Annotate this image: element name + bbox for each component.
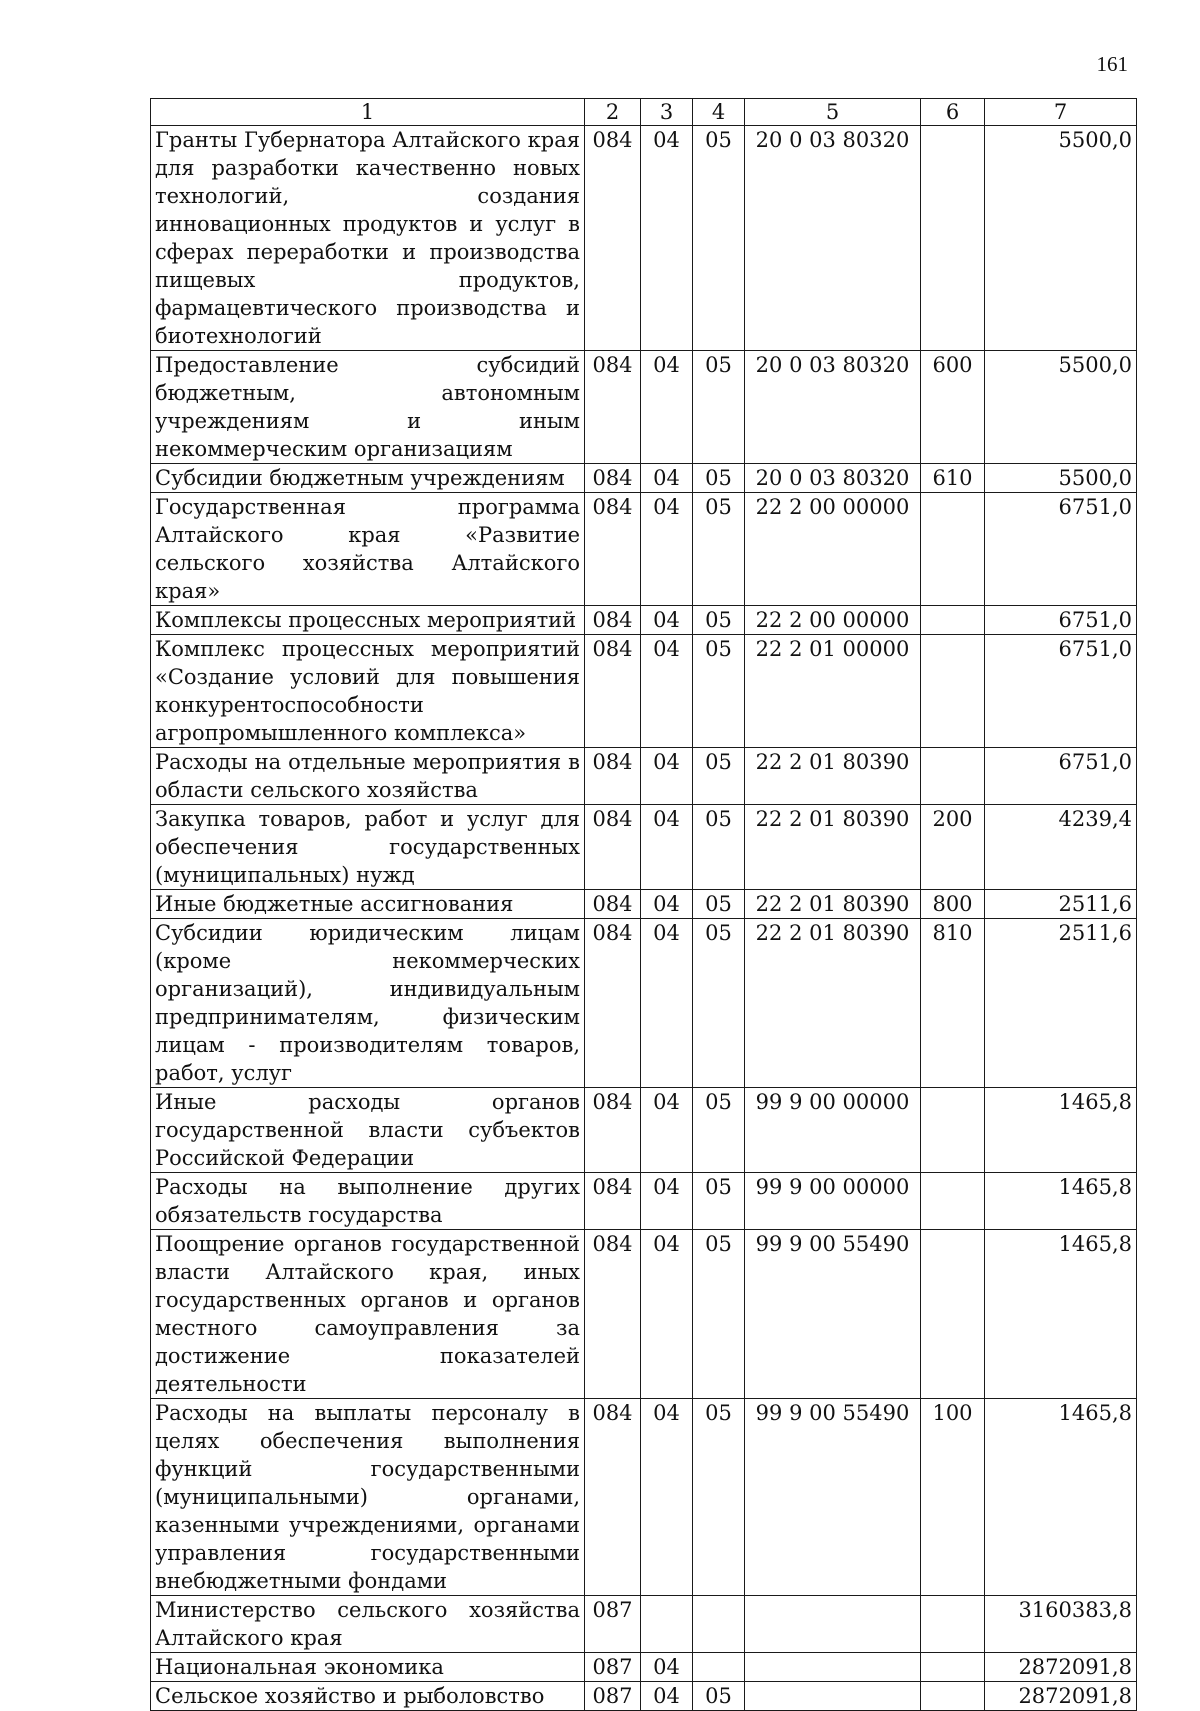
row-ministry-code-cell: 084 (585, 1088, 641, 1173)
page-number: 161 (1096, 52, 1128, 76)
row-ministry-code-cell: 084 (585, 464, 641, 493)
row-amount-cell: 5500,0 (985, 126, 1137, 351)
row-ministry-code-cell: 087 (585, 1682, 641, 1711)
table-row (151, 351, 1137, 464)
row-expense-type-cell (921, 1230, 985, 1399)
row-ministry-code-cell: 084 (585, 1399, 641, 1596)
row-expense-type-cell: 800 (921, 890, 985, 919)
row-section-code-cell: 04 (641, 464, 693, 493)
row-section-code-cell: 04 (641, 805, 693, 890)
row-ministry-code-cell: 084 (585, 635, 641, 748)
row-expense-type-cell (921, 1173, 985, 1230)
row-name-cell: Иные расходы органов государственной власти субъектов Российской Федерации (151, 1088, 585, 1173)
row-ministry-code-cell: 084 (585, 606, 641, 635)
row-name-cell: Расходы на отдельные мероприятия в области сельского хозяйства (151, 748, 585, 805)
table-row (151, 1682, 1137, 1711)
row-subsection-code-cell: 05 (693, 493, 745, 606)
row-ministry-code-cell: 084 (585, 890, 641, 919)
row-subsection-code-cell: 05 (693, 805, 745, 890)
table-row (151, 890, 1137, 919)
row-ministry-code-cell: 084 (585, 805, 641, 890)
row-target-article-cell: 20 0 03 80320 (745, 126, 921, 351)
row-name-cell: Расходы на выплаты персоналу в целях обеспечения выполнения функций государственными (муниципальными) органами, казенными учреждениями, органами управления государственными внебюджетными фондами (151, 1399, 585, 1596)
row-subsection-code-cell: 05 (693, 1173, 745, 1230)
row-target-article-cell: 99 9 00 55490 (745, 1230, 921, 1399)
row-expense-type-cell (921, 748, 985, 805)
header-col-7: 7 (985, 99, 1137, 126)
table-row (151, 1399, 1137, 1596)
row-ministry-code-cell: 084 (585, 351, 641, 464)
header-col-5: 5 (745, 99, 921, 126)
row-name-cell: Комплекс процессных мероприятий «Создание условий для повышения конкурентоспособности агропромышленного комплекса» (151, 635, 585, 748)
row-amount-cell: 1465,8 (985, 1399, 1137, 1596)
row-name-cell: Предоставление субсидий бюджетным, автономным учреждениям и иным некоммерческим организациям (151, 351, 585, 464)
row-target-article-cell: 22 2 01 80390 (745, 890, 921, 919)
row-name-cell: Комплексы процессных мероприятий (151, 606, 585, 635)
row-expense-type-cell (921, 635, 985, 748)
row-ministry-code-cell: 084 (585, 493, 641, 606)
row-target-article-cell: 99 9 00 00000 (745, 1088, 921, 1173)
table-header (151, 99, 1137, 126)
row-section-code-cell: 04 (641, 748, 693, 805)
row-name-cell: Субсидии бюджетным учреждениям (151, 464, 585, 493)
row-subsection-code-cell: 05 (693, 126, 745, 351)
row-subsection-code-cell: 05 (693, 464, 745, 493)
header-row (151, 99, 1137, 126)
row-name-cell: Сельское хозяйство и рыболовство (151, 1682, 585, 1711)
budget-table (150, 98, 1137, 1711)
row-subsection-code-cell: 05 (693, 635, 745, 748)
row-expense-type-cell (921, 493, 985, 606)
row-subsection-code-cell: 05 (693, 890, 745, 919)
row-expense-type-cell (921, 606, 985, 635)
row-subsection-code-cell: 05 (693, 919, 745, 1088)
row-section-code-cell: 04 (641, 126, 693, 351)
table-row (151, 126, 1137, 351)
row-section-code-cell: 04 (641, 1230, 693, 1399)
row-section-code-cell: 04 (641, 635, 693, 748)
row-target-article-cell: 20 0 03 80320 (745, 351, 921, 464)
row-amount-cell: 5500,0 (985, 464, 1137, 493)
row-name-cell: Государственная программа Алтайского края «Развитие сельского хозяйства Алтайского края» (151, 493, 585, 606)
row-amount-cell: 6751,0 (985, 493, 1137, 606)
row-target-article-cell: 22 2 00 00000 (745, 493, 921, 606)
row-name-cell: Закупка товаров, работ и услуг для обеспечения государственных (муниципальных) нужд (151, 805, 585, 890)
table-row (151, 493, 1137, 606)
row-target-article-cell: 22 2 01 00000 (745, 635, 921, 748)
row-section-code-cell: 04 (641, 1399, 693, 1596)
row-section-code-cell: 04 (641, 1088, 693, 1173)
row-target-article-cell (745, 1653, 921, 1682)
row-subsection-code-cell: 05 (693, 748, 745, 805)
row-subsection-code-cell (693, 1596, 745, 1653)
row-amount-cell: 1465,8 (985, 1230, 1137, 1399)
row-name-cell: Расходы на выполнение других обязательств государства (151, 1173, 585, 1230)
table-row (151, 919, 1137, 1088)
row-name-cell: Иные бюджетные ассигнования (151, 890, 585, 919)
row-target-article-cell: 99 9 00 00000 (745, 1173, 921, 1230)
row-ministry-code-cell: 084 (585, 1230, 641, 1399)
row-expense-type-cell: 600 (921, 351, 985, 464)
row-amount-cell: 6751,0 (985, 635, 1137, 748)
table-row (151, 1173, 1137, 1230)
row-expense-type-cell (921, 1088, 985, 1173)
row-expense-type-cell: 810 (921, 919, 985, 1088)
row-expense-type-cell (921, 1653, 985, 1682)
row-target-article-cell: 22 2 00 00000 (745, 606, 921, 635)
row-ministry-code-cell: 084 (585, 748, 641, 805)
row-name-cell: Субсидии юридическим лицам (кроме некоммерческих организаций), индивидуальным предпринимателям, физическим лицам - производителям товаров, работ, услуг (151, 919, 585, 1088)
row-target-article-cell (745, 1682, 921, 1711)
row-subsection-code-cell: 05 (693, 1399, 745, 1596)
row-amount-cell: 5500,0 (985, 351, 1137, 464)
row-subsection-code-cell: 05 (693, 351, 745, 464)
row-expense-type-cell: 610 (921, 464, 985, 493)
row-name-cell: Министерство сельского хозяйства Алтайского края (151, 1596, 585, 1653)
row-target-article-cell: 99 9 00 55490 (745, 1399, 921, 1596)
table-row (151, 1596, 1137, 1653)
row-target-article-cell: 22 2 01 80390 (745, 919, 921, 1088)
header-col-1: 1 (151, 99, 585, 126)
row-subsection-code-cell: 05 (693, 1230, 745, 1399)
row-amount-cell: 1465,8 (985, 1173, 1137, 1230)
row-target-article-cell (745, 1596, 921, 1653)
table-row (151, 805, 1137, 890)
row-expense-type-cell (921, 126, 985, 351)
row-amount-cell: 1465,8 (985, 1088, 1137, 1173)
table-row (151, 1653, 1137, 1682)
table-row (151, 635, 1137, 748)
row-amount-cell: 3160383,8 (985, 1596, 1137, 1653)
row-section-code-cell: 04 (641, 1682, 693, 1711)
row-ministry-code-cell: 084 (585, 126, 641, 351)
row-name-cell: Национальная экономика (151, 1653, 585, 1682)
row-subsection-code-cell: 05 (693, 1088, 745, 1173)
row-subsection-code-cell: 05 (693, 1682, 745, 1711)
row-ministry-code-cell: 084 (585, 1173, 641, 1230)
table-row (151, 1230, 1137, 1399)
row-section-code-cell: 04 (641, 606, 693, 635)
row-ministry-code-cell: 084 (585, 919, 641, 1088)
row-amount-cell: 2511,6 (985, 890, 1137, 919)
row-section-code-cell: 04 (641, 493, 693, 606)
row-target-article-cell: 22 2 01 80390 (745, 805, 921, 890)
row-target-article-cell: 20 0 03 80320 (745, 464, 921, 493)
row-section-code-cell (641, 1596, 693, 1653)
row-expense-type-cell (921, 1596, 985, 1653)
header-col-6: 6 (921, 99, 985, 126)
row-expense-type-cell (921, 1682, 985, 1711)
row-amount-cell: 4239,4 (985, 805, 1137, 890)
header-col-4: 4 (693, 99, 745, 126)
row-amount-cell: 6751,0 (985, 748, 1137, 805)
table-row (151, 606, 1137, 635)
header-col-3: 3 (641, 99, 693, 126)
row-section-code-cell: 04 (641, 351, 693, 464)
row-amount-cell: 6751,0 (985, 606, 1137, 635)
table-body (151, 126, 1137, 1711)
row-expense-type-cell: 200 (921, 805, 985, 890)
row-ministry-code-cell: 087 (585, 1596, 641, 1653)
row-name-cell: Поощрение органов государственной власти Алтайского края, иных государственных органов и органов местного самоуправления за достижение показателей деятельности (151, 1230, 585, 1399)
table-row (151, 1088, 1137, 1173)
row-section-code-cell: 04 (641, 890, 693, 919)
row-amount-cell: 2872091,8 (985, 1682, 1137, 1711)
row-section-code-cell: 04 (641, 919, 693, 1088)
row-amount-cell: 2511,6 (985, 919, 1137, 1088)
row-subsection-code-cell (693, 1653, 745, 1682)
row-expense-type-cell: 100 (921, 1399, 985, 1596)
row-amount-cell: 2872091,8 (985, 1653, 1137, 1682)
table-row (151, 748, 1137, 805)
table-row (151, 464, 1137, 493)
row-section-code-cell: 04 (641, 1653, 693, 1682)
row-target-article-cell: 22 2 01 80390 (745, 748, 921, 805)
header-col-2: 2 (585, 99, 641, 126)
row-ministry-code-cell: 087 (585, 1653, 641, 1682)
row-section-code-cell: 04 (641, 1173, 693, 1230)
row-name-cell: Гранты Губернатора Алтайского края для разработки качественно новых технологий, создания инновационных продуктов и услуг в сферах переработки и производства пищевых продуктов, фармацевтического производства и биотехнологий (151, 126, 585, 351)
row-subsection-code-cell: 05 (693, 606, 745, 635)
